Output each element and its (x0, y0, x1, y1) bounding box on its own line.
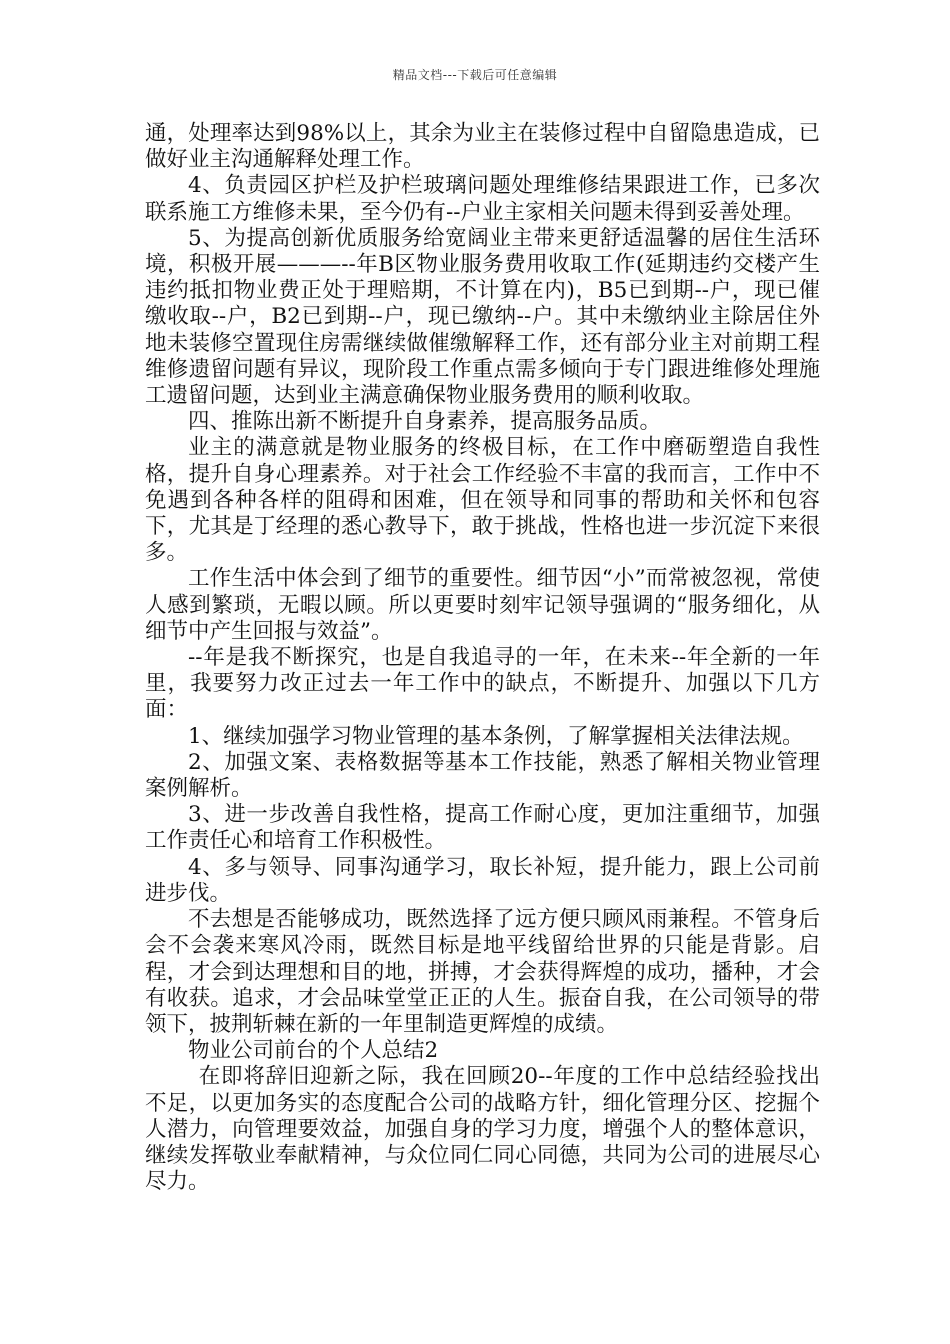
paragraph-plan-1: 1、继续加强学习物业管理的基本条例，了解掌握相关法律法规。 (188, 723, 804, 749)
paragraph-closing: 不去想是否能够成功，既然选择了远方便只顾风雨兼程。不管身后会不会袭来寒风冷雨，既然目标是地平线留给世界的只能是背影。启程，才会到达理想和目的地，拼搏，才会获得辉煌的成功，播种，才会有收获。追求，才会品味堂堂正正的人生。振奋自我，在公司领导的带领下，披荆斩棘在新的一年里制造更辉煌的成绩。 (145, 907, 820, 1037)
paragraph-next-year: --年是我不断探究，也是自我追寻的一年，在未来--年全新的一年里，我要努力改正过去一年工作中的缺点，不断提升、加强以下几方面： (145, 645, 820, 723)
paragraph-owner-satisfaction: 业主的满意就是物业服务的终极目标，在工作中磨砺塑造自我性格，提升自身心理素养。对于社会工作经验不丰富的我而言，工作中不免遇到各种各样的阻碍和困难，但在领导和同事的帮助和关怀和包容下，尤其是丁经理的悉心教导下，敢于挑战，性格也进一步沉淀下来很多。 (145, 435, 820, 566)
paragraph-item-5: 5、为提高创新优质服务给宽阔业主带来更舒适温馨的居住生活环境，积极开展———--年B区物业服务费用收取工作(延期违约交楼产生违约抵扣物业费正处于理赔期，不计算在内)，B5已到期--户，现已催缴收取--户，B2已到期--户，现已缴纳--户。其中未缴纳业主除居住外地未装修空置现住房需继续做催缴解释工作，还有部分业主对前期工程维修遗留问题有异议，现阶段工作重点需多倾向于专门跟进维修处理施工遗留问题，达到业主满意确保物业服务费用的顺利收取。 (145, 225, 820, 409)
section-title-summary-2: 物业公司前台的个人总结2 (188, 1038, 439, 1064)
paragraph-plan-2: 2、加强文案、表格数据等基本工作技能，熟悉了解相关物业管理案例解析。 (145, 749, 820, 802)
paragraph-plan-4: 4、多与领导、同事沟通学习，取长补短，提升能力，跟上公司前进步伐。 (145, 854, 820, 906)
paragraph-details: 工作生活中体会到了细节的重要性。细节因“小”而常被忽视，常使人感到繁琐，无暇以顾。所以更要时刻牢记领导强调的“服务细化，从细节中产生回报与效益”。 (145, 566, 820, 644)
page-header: 精品文档---下载后可任意编辑 (392, 68, 558, 82)
paragraph-item-4: 4、负责园区护栏及护栏玻璃问题处理维修结果跟进工作，已多次联系施工方维修未果，至今仍有--户业主家相关问题未得到妥善处理。 (145, 173, 820, 225)
section-heading-4: 四、推陈出新不断提升自身素养，提高服务品质。 (188, 409, 662, 435)
paragraph-plan-3: 3、进一步改善自我性格，提高工作耐心度，更加注重细节，加强工作责任心和培育工作积极性。 (145, 802, 820, 854)
paragraph-continuation: 通，处理率达到98%以上，其余为业主在装修过程中自留隐患造成，已做好业主沟通解释处理工作。 (145, 121, 820, 173)
document-body (145, 121, 820, 1195)
paragraph-summary-2-intro: 在即将辞旧迎新之际，我在回顾20--年度的工作中总结经验找出不足，以更加务实的态度配合公司的战略方针，细化管理分区、挖掘个人潜力，向管理要效益，加强自身的学习力度，增强个人的整体意识，继续发挥敬业奉献精神，与众位同仁同心同德，共同为公司的进展尽心尽力。 (145, 1064, 820, 1195)
